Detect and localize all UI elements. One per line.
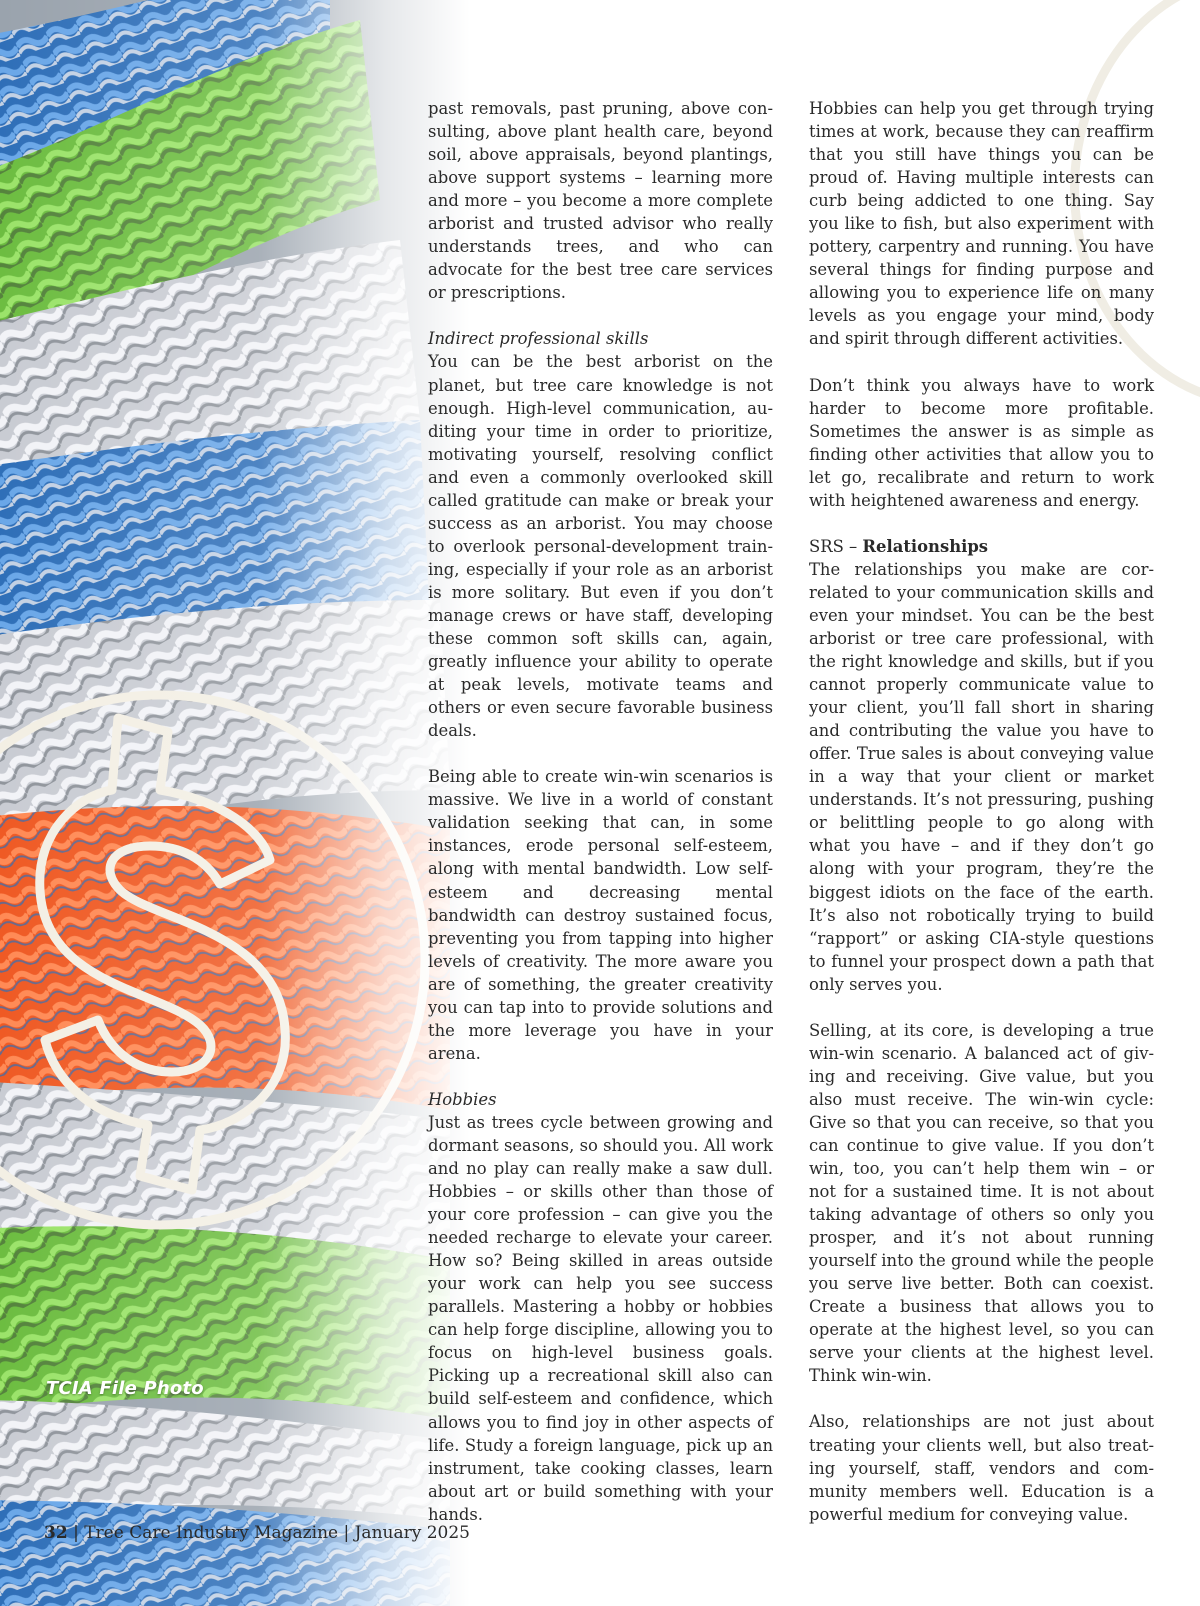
subheading-hobbies: Hobbies: [428, 1089, 497, 1109]
paragraph: Hobbies can help you get through trying times at work, because they can reaffirm that you still have things you can be proud of. Having multiple interests can curb being addicted to one thing. Say you like to fish, but also experiment with pottery, carpentry and running. You have several things for finding purpose and allowing you to experience life on many levels as you engage your mind, body and spirit through different activities.: [809, 99, 1154, 349]
paragraph: Don’t think you always have to work harder to become more profitable. Sometimes the answer is as simple as finding other activities that allow you to let go, recalibrate and return to work with heightened awareness and energy.: [809, 375, 1154, 510]
paragraph: The relationships you make are correlated to your communication skills and even your mindset. You can be the best arborist or tree care professional, with the right knowledge and skills, but if you cannot properly communicate value to your client, you’ll fall short in sharing and contributing the value you have to offer. True sales is about conveying value in a way that your client or market understands. It’s not pressuring, pushing or belittling people to go along with what you have – and if they don’t go along with your program, they’re the biggest idiots on the face of the earth. It’s also not robotically trying to build “rapport” or asking CIA-style questions to funnel your prospect down a path that only serves you.: [809, 559, 1154, 994]
paragraph: You can be the best arborist on the planet, but tree care knowledge is not enough. High-level communication, auditing your time in order to prioritize, motivating yourself, resolving conflict and even a commonly overlooked skill called gratitude can make or break your success as an arborist. You may choose to overlook personal-development training, especially if your role as an arborist is more solitary. But even if you don’t manage crews or have staff, developing these common soft skills can, again, greatly influence your ability to operate at peak levels, motivate teams and others or even secure favorable business deals.: [428, 352, 773, 741]
rope-photo: [0, 0, 470, 1606]
photo-credit: TCIA File Photo: [46, 1378, 204, 1399]
subheading-relationships: [809, 535, 1154, 558]
subheading-bold: Relationships: [862, 536, 989, 556]
publication-info: | Tree Care Industry Magazine | January 2025: [67, 1523, 470, 1543]
paragraph: Selling, at its core, is developing a true win-win scenario. A balanced act of giving and receiving. Give value, but you also must receive. The win-win cycle: Give so that you can receive, so that you can continue to give value. If you don’t win, too, you can’t help them win – or not for a sustained time. It is not about taking advantage of others so only you prosper, and it’s not about running yourself into the ground while the people you serve live better. Both can coexist. Create a business that allows you to operate at the highest level, so you can serve your clients at the highest level. Think win-win.: [809, 1020, 1154, 1386]
article-column-1: [428, 97, 773, 1526]
paragraph: Also, relationships are not just about treating your clients well, but also treating yourself, staff, vendors and community members well. Education is a powerful medium for conveying value.: [809, 1412, 1154, 1524]
article-column-2: [809, 97, 1154, 1526]
page-number: 32: [44, 1523, 68, 1543]
paragraph: Just as trees cycle between growing and dormant seasons, so should you. All work and no play can really make a saw dull. Hobbies – or skills other than those of your core profession – can give you the needed recharge to elevate your career. How so? Being skilled in areas outside your work can help you see success parallels. Mastering a hobby or hobbies can help forge discipline, allowing you to focus on high-level business goals. Picking up a recreational skill also can build self-esteem and confidence, which allows you to find joy in other aspects of life. Study a foreign language, pick up an instrument, take cooking classes, learn about art or build something with your hands.: [428, 1112, 773, 1524]
paragraph: Being able to create win-win scenarios is massive. We live in a world of constant validation seeking that can, in some instances, erode personal self-esteem, along with mental bandwidth. Low self-esteem and decreasing mental bandwidth can destroy sustained focus, preventing you from tapping into higher levels of creativity. The more aware you are of something, the greater creativity you can tap into to provide solutions and the more leverage you have in your arena.: [428, 767, 773, 1063]
subheading-indirect-skills: Indirect professional skills: [428, 329, 649, 349]
paragraph: past removals, past pruning, above consulting, above plant health care, beyond soil, above appraisals, beyond plantings, above support systems – learning more and more – you become a more complete arborist and trusted advisor who really understands trees, and who can advocate for the best tree care services or prescriptions.: [428, 99, 773, 303]
subheading-prefix: SRS –: [809, 536, 863, 556]
page-footer: [44, 1523, 470, 1543]
